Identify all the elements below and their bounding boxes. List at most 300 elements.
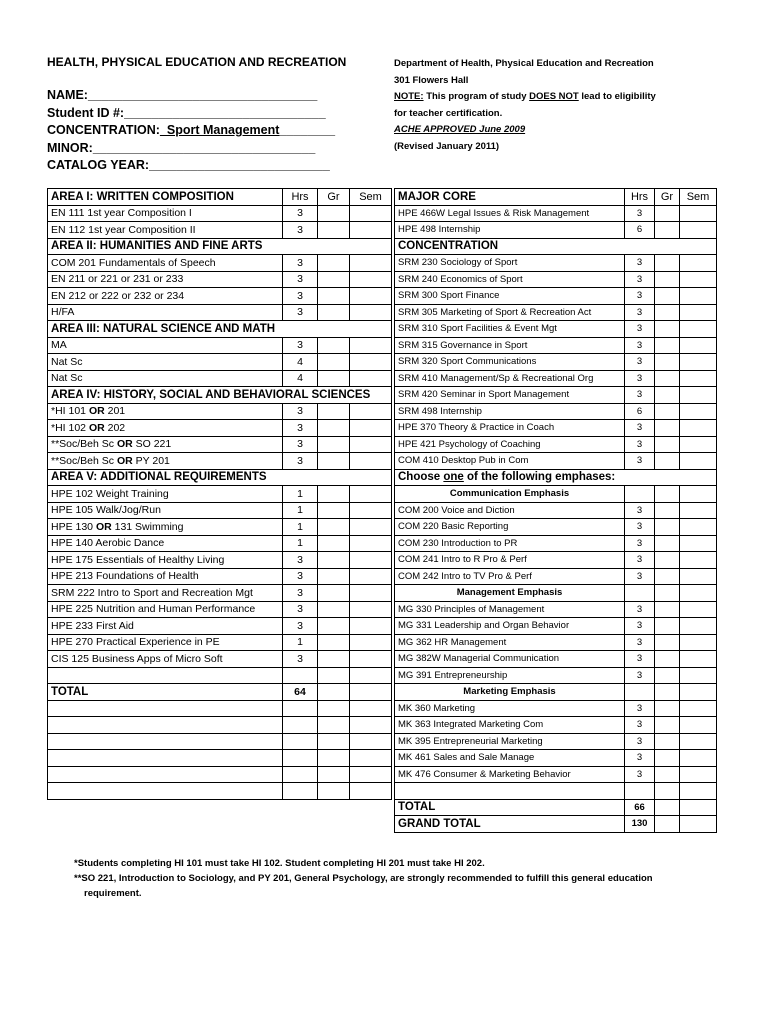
section-heading: MAJOR CORE xyxy=(395,189,625,206)
blank-row xyxy=(48,766,392,783)
grade-cell[interactable] xyxy=(655,618,680,635)
blank-cell[interactable] xyxy=(283,700,318,717)
course-row xyxy=(395,634,717,651)
grade-cell[interactable] xyxy=(655,750,680,767)
blank-cell[interactable] xyxy=(655,486,680,503)
grade-cell[interactable] xyxy=(655,403,680,420)
blank-cell[interactable] xyxy=(283,783,318,800)
semester-cell[interactable] xyxy=(680,733,717,750)
section-row xyxy=(48,238,392,255)
semester-cell[interactable] xyxy=(350,618,392,635)
course-name: MA xyxy=(48,337,283,354)
grade-cell[interactable] xyxy=(318,436,350,453)
course-part: **Soc/Beh Sc xyxy=(51,438,117,451)
course-name: SRM 240 Economics of Sport xyxy=(395,271,625,288)
emphasis-heading-row xyxy=(395,684,717,701)
approval-date: ACHE APPROVED June 2009 xyxy=(394,124,526,136)
section-heading: AREA II: HUMANITIES AND FINE ARTS xyxy=(48,238,392,255)
course-name: SRM 310 Sport Facilities & Event Mgt xyxy=(395,321,625,338)
blank-cell[interactable] xyxy=(48,783,283,800)
emphasis-heading-row xyxy=(395,486,717,503)
semester-cell[interactable] xyxy=(350,436,392,453)
semester-cell[interactable] xyxy=(680,568,717,585)
course-name: SRM 498 Internship xyxy=(395,403,625,420)
grade-cell[interactable] xyxy=(655,651,680,668)
semester-cell[interactable] xyxy=(350,222,392,239)
blank-cell[interactable] xyxy=(48,717,283,734)
blank-cell[interactable] xyxy=(318,667,350,684)
blank-cell[interactable] xyxy=(48,700,283,717)
semester-cell[interactable] xyxy=(350,403,392,420)
section-row xyxy=(48,387,392,404)
course-hours: 3 xyxy=(625,601,655,618)
emphasis-heading: Marketing Emphasis xyxy=(395,684,625,701)
course-row xyxy=(395,255,717,272)
semester-cell[interactable] xyxy=(350,486,392,503)
course-part: HPE 213 Foundations of Health xyxy=(51,570,199,583)
total-label: TOTAL xyxy=(395,799,625,816)
course-hours: 3 xyxy=(625,271,655,288)
grade-cell[interactable] xyxy=(318,552,350,569)
grade-cell[interactable] xyxy=(655,552,680,569)
grade-cell[interactable] xyxy=(318,568,350,585)
course-hours: 3 xyxy=(625,370,655,387)
course-row xyxy=(48,618,392,635)
grade-cell[interactable] xyxy=(655,420,680,437)
semester-cell[interactable] xyxy=(680,535,717,552)
course-hours: 3 xyxy=(283,601,318,618)
blank-cell[interactable] xyxy=(48,750,283,767)
semester-cell[interactable] xyxy=(350,288,392,305)
course-hours: 3 xyxy=(625,453,655,470)
course-name: COM 242 Intro to TV Pro & Perf xyxy=(395,568,625,585)
semester-cell[interactable] xyxy=(350,519,392,536)
blank-cell[interactable] xyxy=(283,750,318,767)
semester-cell[interactable] xyxy=(350,337,392,354)
course-part: HPE 175 Essentials of Healthy Living xyxy=(51,553,225,566)
course-name: MK 360 Marketing xyxy=(395,700,625,717)
semester-cell[interactable] xyxy=(680,717,717,734)
course-name: COM 220 Basic Reporting xyxy=(395,519,625,536)
section-row xyxy=(395,469,717,486)
course-row xyxy=(395,420,717,437)
semester-cell[interactable] xyxy=(350,304,392,321)
blank-cell[interactable] xyxy=(48,766,283,783)
blank-cell[interactable] xyxy=(680,684,717,701)
course-name: COM 230 Introduction to PR xyxy=(395,535,625,552)
blank-cell[interactable] xyxy=(350,750,392,767)
grade-cell[interactable] xyxy=(318,486,350,503)
grade-cell[interactable] xyxy=(655,634,680,651)
semester-cell[interactable] xyxy=(680,271,717,288)
grade-cell[interactable] xyxy=(318,502,350,519)
grade-cell[interactable] xyxy=(318,255,350,272)
course-hours: 1 xyxy=(283,486,318,503)
blank-cell[interactable] xyxy=(655,783,680,800)
blank-cell[interactable] xyxy=(655,585,680,602)
grade-cell[interactable] xyxy=(318,601,350,618)
concentration-field[interactable]: CONCENTRATION:_Sport Management________ xyxy=(47,123,336,137)
course-hours: 1 xyxy=(283,634,318,651)
or-keyword: OR xyxy=(116,454,133,467)
blank-cell[interactable] xyxy=(283,766,318,783)
course-row xyxy=(395,766,717,783)
semester-cell[interactable] xyxy=(680,700,717,717)
semester-cell[interactable] xyxy=(680,766,717,783)
grade-cell[interactable] xyxy=(318,304,350,321)
course-hours: 3 xyxy=(283,304,318,321)
course-row xyxy=(48,634,392,651)
course-name: Nat Sc xyxy=(48,354,283,371)
course-name xyxy=(48,436,283,453)
blank-cell[interactable] xyxy=(680,783,717,800)
semester-cell[interactable] xyxy=(680,651,717,668)
course-row xyxy=(48,205,392,222)
course-part: HPE 233 First Aid xyxy=(51,619,134,632)
grade-cell[interactable] xyxy=(318,453,350,470)
course-name: SRM 230 Sociology of Sport xyxy=(395,255,625,272)
semester-cell[interactable] xyxy=(680,436,717,453)
course-row xyxy=(48,502,392,519)
semester-cell[interactable] xyxy=(680,337,717,354)
course-row xyxy=(395,387,717,404)
course-row xyxy=(395,271,717,288)
total-hours: 64 xyxy=(283,684,318,701)
blank-cell[interactable] xyxy=(283,733,318,750)
grade-cell[interactable] xyxy=(318,337,350,354)
course-name: H/FA xyxy=(48,304,283,321)
course-name xyxy=(48,519,283,536)
blank-cell[interactable] xyxy=(680,486,717,503)
certification-note-cont: for teacher certification. xyxy=(394,107,503,119)
semester-cell[interactable] xyxy=(680,601,717,618)
grade-cell[interactable] xyxy=(318,535,350,552)
grade-cell[interactable] xyxy=(655,601,680,618)
course-part: 201 xyxy=(104,405,126,418)
grade-cell[interactable] xyxy=(655,700,680,717)
course-hours: 3 xyxy=(283,255,318,272)
course-row xyxy=(395,436,717,453)
grade-cell[interactable] xyxy=(655,354,680,371)
course-name: SRM 320 Sport Communications xyxy=(395,354,625,371)
course-name: MK 395 Entrepreneurial Marketing xyxy=(395,733,625,750)
semester-cell[interactable] xyxy=(680,667,717,684)
certification-note: NOTE: This program of study DOES NOT lead to eligibility xyxy=(394,91,656,103)
course-name: HPE 421 Psychology of Coaching xyxy=(395,436,625,453)
course-hours: 3 xyxy=(283,337,318,354)
semester-cell[interactable] xyxy=(350,502,392,519)
semester-cell[interactable] xyxy=(350,453,392,470)
course-hours: 3 xyxy=(283,453,318,470)
total-row xyxy=(48,684,392,701)
course-name xyxy=(48,618,283,635)
semester-cell[interactable] xyxy=(680,321,717,338)
grade-cell[interactable] xyxy=(655,816,680,833)
blank-cell[interactable] xyxy=(318,700,350,717)
course-name: COM 241 Intro to R Pro & Perf xyxy=(395,552,625,569)
grade-cell[interactable] xyxy=(318,651,350,668)
blank-cell[interactable] xyxy=(655,684,680,701)
hours-header: Hrs xyxy=(283,189,318,206)
course-row xyxy=(395,519,717,536)
grade-cell[interactable] xyxy=(655,568,680,585)
course-name: MG 362 HR Management xyxy=(395,634,625,651)
semester-cell[interactable] xyxy=(350,634,392,651)
blank-row xyxy=(48,733,392,750)
footnote-social-science-cont: requirement. xyxy=(84,888,142,899)
course-hours: 3 xyxy=(625,568,655,585)
course-name: Nat Sc xyxy=(48,370,283,387)
course-hours: 3 xyxy=(625,321,655,338)
grade-cell[interactable] xyxy=(655,519,680,536)
course-hours: 4 xyxy=(283,354,318,371)
blank-cell[interactable] xyxy=(625,684,655,701)
course-row xyxy=(395,733,717,750)
name-field[interactable]: NAME:_________________________________ xyxy=(47,88,318,102)
course-row xyxy=(395,568,717,585)
course-name: SRM 315 Governance in Sport xyxy=(395,337,625,354)
semester-cell[interactable] xyxy=(350,255,392,272)
grade-cell[interactable] xyxy=(318,519,350,536)
course-hours: 3 xyxy=(283,618,318,635)
semester-cell[interactable] xyxy=(680,634,717,651)
minor-field[interactable]: MINOR:________________________________ xyxy=(47,140,316,155)
course-row xyxy=(48,552,392,569)
course-row xyxy=(395,304,717,321)
course-row xyxy=(395,552,717,569)
grade-cell[interactable] xyxy=(655,321,680,338)
semester-cell[interactable] xyxy=(680,205,717,222)
grade-cell[interactable] xyxy=(655,337,680,354)
course-name: COM 200 Voice and Diction xyxy=(395,502,625,519)
course-hours: 3 xyxy=(625,535,655,552)
blank-cell[interactable] xyxy=(350,733,392,750)
grade-cell[interactable] xyxy=(318,205,350,222)
blank-cell[interactable] xyxy=(625,783,655,800)
section-heading: AREA I: WRITTEN COMPOSITION xyxy=(48,189,283,206)
course-hours: 3 xyxy=(283,288,318,305)
grade-cell[interactable] xyxy=(655,271,680,288)
grade-cell[interactable] xyxy=(318,271,350,288)
semester-cell[interactable] xyxy=(680,387,717,404)
course-row xyxy=(48,420,392,437)
course-name xyxy=(48,634,283,651)
course-name: EN 212 or 222 or 232 or 234 xyxy=(48,288,283,305)
semester-cell[interactable] xyxy=(350,651,392,668)
blank-cell[interactable] xyxy=(350,717,392,734)
grade-cell[interactable] xyxy=(655,436,680,453)
blank-cell[interactable] xyxy=(395,783,625,800)
blank-cell[interactable] xyxy=(350,766,392,783)
semester-cell[interactable] xyxy=(680,750,717,767)
grade-cell[interactable] xyxy=(318,585,350,602)
semester-cell[interactable] xyxy=(680,816,717,833)
semester-cell[interactable] xyxy=(680,370,717,387)
semester-cell[interactable] xyxy=(680,519,717,536)
semester-cell[interactable] xyxy=(680,799,717,816)
course-hours: 3 xyxy=(283,222,318,239)
course-name xyxy=(48,403,283,420)
semester-cell[interactable] xyxy=(350,568,392,585)
course-name xyxy=(48,420,283,437)
catalog-year-field[interactable]: CATALOG YEAR:__________________________ xyxy=(47,158,330,172)
section-row xyxy=(48,469,392,486)
hours-header: Hrs xyxy=(625,189,655,206)
section-heading: CONCENTRATION xyxy=(395,238,717,255)
page-title: HEALTH, PHYSICAL EDUCATION AND RECREATION xyxy=(47,55,347,69)
section-heading: AREA III: NATURAL SCIENCE AND MATH xyxy=(48,321,392,338)
emphasis-heading: Communication Emphasis xyxy=(395,486,625,503)
blank-cell[interactable] xyxy=(680,585,717,602)
course-part: HPE 225 Nutrition and Human Performance xyxy=(51,603,256,616)
blank-cell[interactable] xyxy=(625,486,655,503)
course-row xyxy=(395,717,717,734)
semester-cell[interactable] xyxy=(680,552,717,569)
total-label: TOTAL xyxy=(48,684,283,701)
course-hours: 6 xyxy=(625,403,655,420)
course-row xyxy=(395,403,717,420)
semester-cell[interactable] xyxy=(680,453,717,470)
section-row xyxy=(48,189,392,206)
course-row xyxy=(395,288,717,305)
course-hours: 3 xyxy=(625,651,655,668)
semester-cell[interactable] xyxy=(350,552,392,569)
course-name xyxy=(48,453,283,470)
course-hours: 6 xyxy=(625,222,655,239)
major-requirements-table xyxy=(394,188,717,833)
semester-cell[interactable] xyxy=(350,205,392,222)
course-name: MK 476 Consumer & Marketing Behavior xyxy=(395,766,625,783)
grade-cell[interactable] xyxy=(655,766,680,783)
course-hours: 3 xyxy=(283,205,318,222)
grade-cell[interactable] xyxy=(318,288,350,305)
grade-cell[interactable] xyxy=(655,502,680,519)
course-name xyxy=(48,535,283,552)
grade-cell[interactable] xyxy=(655,733,680,750)
semester-cell[interactable] xyxy=(350,601,392,618)
semester-cell[interactable] xyxy=(350,420,392,437)
emphasis-heading-row xyxy=(395,585,717,602)
grade-cell[interactable] xyxy=(655,205,680,222)
semester-cell[interactable] xyxy=(680,354,717,371)
course-row xyxy=(395,222,717,239)
course-name: COM 201 Fundamentals of Speech xyxy=(48,255,283,272)
semester-cell[interactable] xyxy=(680,420,717,437)
course-name: EN 211 or 221 or 231 or 233 xyxy=(48,271,283,288)
semester-cell[interactable] xyxy=(680,502,717,519)
grade-cell[interactable] xyxy=(655,370,680,387)
blank-cell[interactable] xyxy=(318,750,350,767)
blank-cell[interactable] xyxy=(48,733,283,750)
blank-cell[interactable] xyxy=(350,700,392,717)
blank-cell[interactable] xyxy=(318,766,350,783)
semester-cell[interactable] xyxy=(680,304,717,321)
blank-cell[interactable] xyxy=(318,783,350,800)
semester-cell[interactable] xyxy=(680,288,717,305)
course-hours: 1 xyxy=(283,535,318,552)
grade-cell[interactable] xyxy=(318,420,350,437)
grade-cell[interactable] xyxy=(655,799,680,816)
semester-cell[interactable] xyxy=(680,255,717,272)
course-name xyxy=(48,552,283,569)
grade-cell[interactable] xyxy=(318,222,350,239)
course-part: *HI 101 xyxy=(51,405,89,418)
department-name: Department of Health, Physical Education and Recreation xyxy=(394,58,654,69)
blank-cell[interactable] xyxy=(350,667,392,684)
grade-cell[interactable] xyxy=(318,618,350,635)
course-name: HPE 370 Theory & Practice in Coach xyxy=(395,420,625,437)
course-name: MG 382W Managerial Communication xyxy=(395,651,625,668)
grade-cell[interactable] xyxy=(655,717,680,734)
semester-cell[interactable] xyxy=(350,370,392,387)
grade-cell[interactable] xyxy=(318,634,350,651)
grade-cell[interactable] xyxy=(655,667,680,684)
course-row xyxy=(48,436,392,453)
blank-cell[interactable] xyxy=(350,783,392,800)
course-row xyxy=(48,255,392,272)
course-hours: 3 xyxy=(625,618,655,635)
course-row xyxy=(395,651,717,668)
semester-header: Sem xyxy=(680,189,717,206)
grade-cell[interactable] xyxy=(655,535,680,552)
course-hours: 3 xyxy=(625,354,655,371)
grade-cell[interactable] xyxy=(655,222,680,239)
course-name: SRM 420 Seminar in Sport Management xyxy=(395,387,625,404)
semester-cell[interactable] xyxy=(350,271,392,288)
grade-cell[interactable] xyxy=(655,387,680,404)
semester-cell[interactable] xyxy=(680,403,717,420)
blank-cell[interactable] xyxy=(318,717,350,734)
grand-total-label: GRAND TOTAL xyxy=(395,816,625,833)
course-row xyxy=(395,667,717,684)
course-hours: 3 xyxy=(625,750,655,767)
course-part: PY 201 xyxy=(132,454,170,467)
blank-cell[interactable] xyxy=(48,667,283,684)
grade-cell[interactable] xyxy=(655,288,680,305)
or-keyword: OR xyxy=(88,405,105,418)
grade-cell[interactable] xyxy=(655,453,680,470)
semester-cell[interactable] xyxy=(350,535,392,552)
grade-cell[interactable] xyxy=(318,370,350,387)
course-hours: 3 xyxy=(625,700,655,717)
course-part: HPE 130 xyxy=(51,520,96,533)
blank-cell[interactable] xyxy=(283,717,318,734)
course-name: MG 330 Principles of Management xyxy=(395,601,625,618)
blank-cell[interactable] xyxy=(283,667,318,684)
grade-header: Gr xyxy=(655,189,680,206)
course-name: MK 461 Sales and Sale Manage xyxy=(395,750,625,767)
course-name xyxy=(48,486,283,503)
semester-cell[interactable] xyxy=(350,585,392,602)
blank-cell[interactable] xyxy=(625,585,655,602)
student-id-field[interactable]: Student ID #:_____________________________ xyxy=(47,105,326,120)
grade-cell[interactable] xyxy=(655,255,680,272)
course-name: HPE 466W Legal Issues & Risk Management xyxy=(395,205,625,222)
course-row xyxy=(48,486,392,503)
course-hours: 3 xyxy=(625,255,655,272)
semester-cell[interactable] xyxy=(680,222,717,239)
grade-cell[interactable] xyxy=(318,403,350,420)
course-row xyxy=(48,337,392,354)
semester-cell[interactable] xyxy=(680,618,717,635)
semester-cell[interactable] xyxy=(350,684,392,701)
grade-cell[interactable] xyxy=(655,304,680,321)
grade-cell[interactable] xyxy=(318,354,350,371)
course-hours: 3 xyxy=(625,552,655,569)
semester-cell[interactable] xyxy=(350,354,392,371)
grade-cell[interactable] xyxy=(318,684,350,701)
blank-cell[interactable] xyxy=(318,733,350,750)
